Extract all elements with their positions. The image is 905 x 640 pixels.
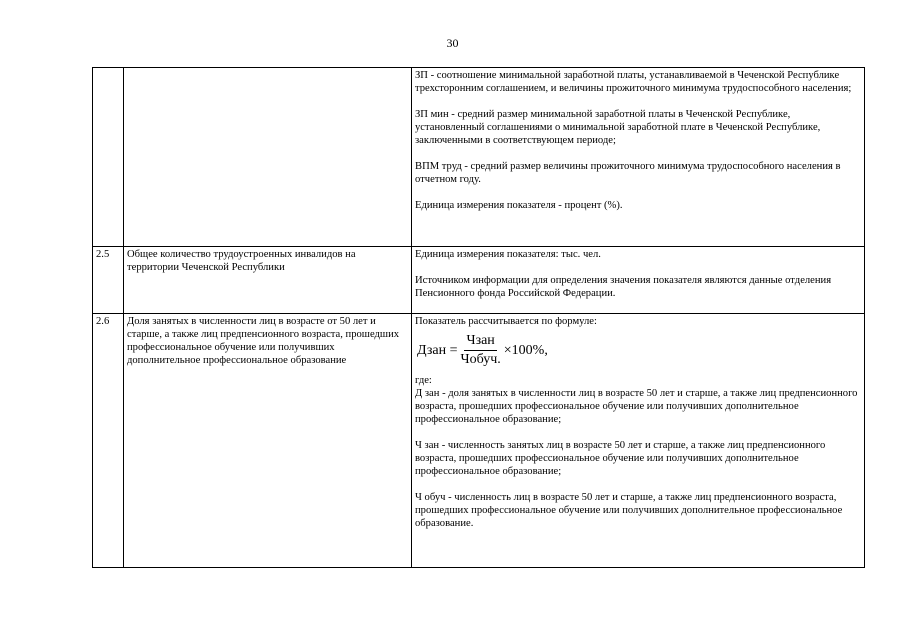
- row-number-cell: 2.6: [93, 314, 124, 568]
- formula-lhs: Дзан =: [417, 342, 458, 358]
- indicator-name-cell: Общее количество трудоустроенных инвалидов на территории Чеченской Республики: [124, 247, 412, 314]
- table-row: [93, 314, 865, 568]
- indicator-name-cell: [124, 68, 412, 247]
- formula-numerator: Чзан: [464, 333, 496, 351]
- description-paragraph: Ч обуч - численность лиц в возрасте 50 лет и старше, а также лиц предпенсионного возраста, прошедших профессиональное обучение или получивших дополнительное профессиональное образование.: [415, 492, 843, 529]
- row-number-cell: 2.5: [93, 247, 124, 314]
- where-label: где:: [415, 375, 432, 386]
- formula-rhs: ×100%,: [503, 342, 548, 358]
- description-paragraph: Ч зан - численность занятых лиц в возрасте 50 лет и старше, а также лиц предпенсионного возраста, прошедших профессиональное обучение или получивших дополнительное профессиональное образование;: [415, 440, 826, 477]
- description-paragraph: ЗП мин - средний размер минимальной заработной платы в Чеченской Республике, установленный соглашениями о минимальной заработной плате в Чеченской Республике, заключенными в соответствующем периоде;: [415, 109, 821, 146]
- indicator-description-cell: [412, 314, 865, 568]
- indicator-description-cell: [412, 68, 865, 247]
- table-row: [93, 68, 865, 247]
- formula-denominator: Чобуч.: [460, 351, 501, 367]
- indicator-description-cell: [412, 247, 865, 314]
- description-paragraph: ВПМ труд - средний размер величины прожиточного минимума трудоспособного населения в отчетном году.: [415, 161, 841, 185]
- description-paragraph: Единица измерения показателя - процент (%).: [415, 200, 623, 211]
- table-row: [93, 247, 865, 314]
- formula: [417, 330, 861, 370]
- formula-intro: Показатель рассчитывается по формуле:: [415, 316, 597, 327]
- indicator-name-cell: Доля занятых в численности лиц в возрасте от 50 лет и старше, а также лиц предпенсионного возраста, прошедших профессиональное обучение или получивших дополнительное профессиональное образование: [124, 314, 412, 568]
- formula-fraction: [461, 333, 501, 368]
- description-paragraph: Единица измерения показателя: тыс. чел.: [415, 249, 601, 260]
- row-number-cell: [93, 68, 124, 247]
- indicator-table: [92, 67, 865, 568]
- description-paragraph: Д зан - доля занятых в численности лиц в возрасте 50 лет и старше, а также лиц предпенсионного возраста, прошедших профессиональное обучение или получивших дополнительное профессиональное образование;: [415, 388, 858, 425]
- description-paragraph: Источником информации для определения значения показателя являются данные отделения Пенсионного фонда Российской Федерации.: [415, 275, 832, 299]
- page-number: 30: [446, 36, 459, 50]
- description-paragraph: ЗП - соотношение минимальной заработной платы, устанавливаемой в Чеченской Республике трехсторонним соглашением, и величины прожиточного минимума трудоспособного населения;: [415, 70, 852, 94]
